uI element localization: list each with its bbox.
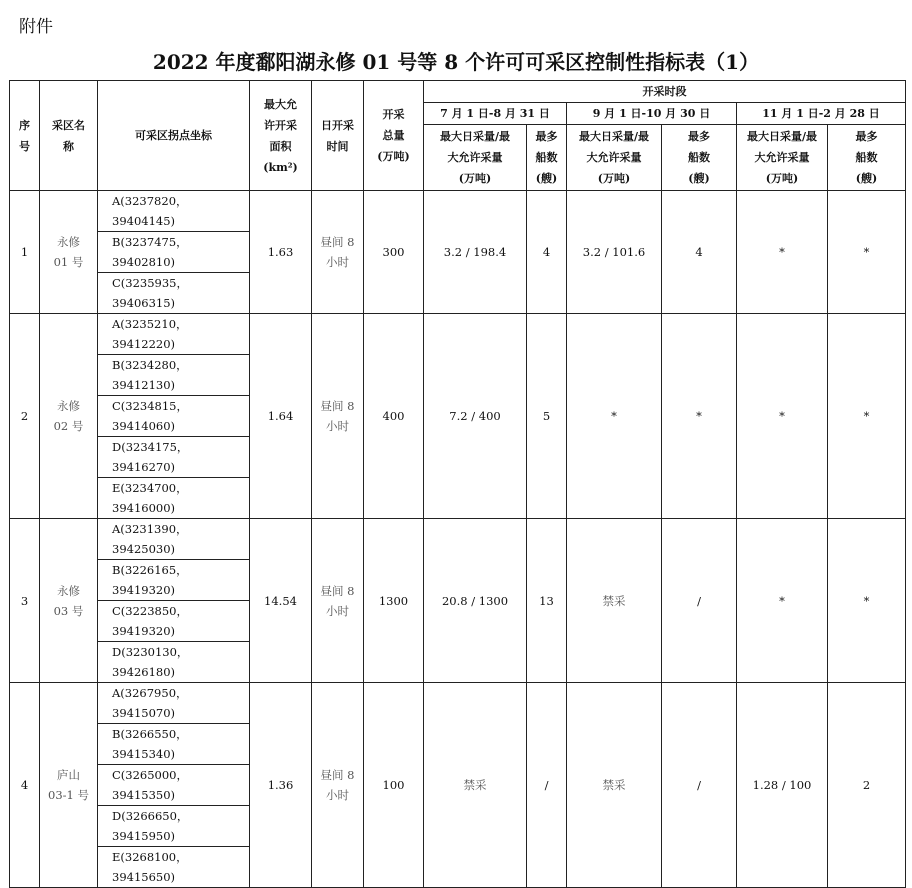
cell-total: 100 — [364, 683, 424, 888]
cell-p3-amount: * — [737, 191, 828, 314]
header-p3-max-ships: 最多 船数 (艘) — [828, 125, 906, 191]
header-p2-max-daily: 最大日采量/最 大允许采量 (万吨) — [567, 125, 662, 191]
cell-max-area: 14.54 — [250, 519, 312, 683]
cell-total: 1300 — [364, 519, 424, 683]
cell-coord: B(3234280，39412130) — [98, 355, 250, 396]
header-period-group: 开采时段 — [424, 81, 906, 103]
cell-coord: B(3266550，39415340) — [98, 724, 250, 765]
header-period-2: 9 月 1 日-10 月 30 日 — [567, 103, 737, 125]
cell-p3-ships: 2 — [828, 683, 906, 888]
cell-coord: B(3226165，39419320) — [98, 560, 250, 601]
header-p2-max-ships: 最多 船数 (艘) — [662, 125, 737, 191]
cell-p1-amount: 3.2 / 198.4 — [424, 191, 527, 314]
header-period-3: 11 月 1 日-2 月 28 日 — [737, 103, 906, 125]
cell-p3-ships: * — [828, 519, 906, 683]
header-p3-max-daily: 最大日采量/最 大允许采量 (万吨) — [737, 125, 828, 191]
cell-p1-amount: 7.2 / 400 — [424, 314, 527, 519]
cell-p1-ships: 13 — [527, 519, 567, 683]
cell-p2-amount: * — [567, 314, 662, 519]
cell-total: 300 — [364, 191, 424, 314]
cell-seq: 4 — [10, 683, 40, 888]
control-indicator-table — [9, 80, 906, 888]
cell-seq: 3 — [10, 519, 40, 683]
cell-total: 400 — [364, 314, 424, 519]
cell-coord: A(3235210，39412220) — [98, 314, 250, 355]
cell-coord: B(3237475，39402810) — [98, 232, 250, 273]
table-row — [10, 683, 906, 724]
cell-daily-time: 昼间 8 小时 — [312, 314, 364, 519]
cell-daily-time: 昼间 8 小时 — [312, 191, 364, 314]
cell-p2-amount: 禁采 — [567, 519, 662, 683]
cell-max-area: 1.36 — [250, 683, 312, 888]
header-seq: 序 号 — [10, 81, 40, 191]
cell-area-name: 永修 03 号 — [40, 519, 98, 683]
cell-p2-ships: / — [662, 683, 737, 888]
cell-daily-time: 昼间 8 小时 — [312, 683, 364, 888]
attachment-label: 附件 — [19, 17, 53, 37]
cell-seq: 1 — [10, 191, 40, 314]
cell-p3-ships: * — [828, 314, 906, 519]
cell-coord: D(3230130，39426180) — [98, 642, 250, 683]
cell-coord: A(3267950，39415070) — [98, 683, 250, 724]
header-period-1: 7 月 1 日-8 月 31 日 — [424, 103, 567, 125]
cell-coord: A(3231390，39425030) — [98, 519, 250, 560]
header-p1-max-daily: 最大日采量/最 大允许采量 (万吨) — [424, 125, 527, 191]
cell-coord: C(3234815，39414060) — [98, 396, 250, 437]
cell-max-area: 1.64 — [250, 314, 312, 519]
cell-p1-amount: 20.8 / 1300 — [424, 519, 527, 683]
header-area-name: 采区名 称 — [40, 81, 98, 191]
document-title: 2022 年度鄱阳湖永修 01 号等 8 个许可可采区控制性指标表（1） — [152, 50, 760, 74]
cell-p3-amount: * — [737, 519, 828, 683]
cell-coord: C(3265000，39415350) — [98, 765, 250, 806]
cell-p2-ships: * — [662, 314, 737, 519]
table-row — [10, 519, 906, 560]
cell-coord: A(3237820，39404145) — [98, 191, 250, 232]
cell-p3-ships: * — [828, 191, 906, 314]
cell-area-name: 永修 02 号 — [40, 314, 98, 519]
cell-p1-ships: / — [527, 683, 567, 888]
cell-seq: 2 — [10, 314, 40, 519]
cell-coord: E(3234700，39416000) — [98, 478, 250, 519]
cell-p1-ships: 4 — [527, 191, 567, 314]
cell-p2-ships: 4 — [662, 191, 737, 314]
cell-daily-time: 昼间 8 小时 — [312, 519, 364, 683]
cell-coord: E(3268100，39415650) — [98, 847, 250, 888]
cell-p1-amount: 禁采 — [424, 683, 527, 888]
cell-p3-amount: 1.28 / 100 — [737, 683, 828, 888]
cell-coord: C(3223850，39419320) — [98, 601, 250, 642]
cell-max-area: 1.63 — [250, 191, 312, 314]
cell-area-name: 庐山 03-1 号 — [40, 683, 98, 888]
table-row — [10, 314, 906, 355]
cell-area-name: 永修 01 号 — [40, 191, 98, 314]
header-daily-time: 日开采 时间 — [312, 81, 364, 191]
cell-p1-ships: 5 — [527, 314, 567, 519]
cell-p2-amount: 禁采 — [567, 683, 662, 888]
cell-p3-amount: * — [737, 314, 828, 519]
header-max-area: 最大允 许开采 面积 (km²) — [250, 81, 312, 191]
header-total: 开采 总量 (万吨) — [364, 81, 424, 191]
header-coords: 可采区拐点坐标 — [98, 81, 250, 191]
table-row — [10, 191, 906, 232]
header-p1-max-ships: 最多 船数 (艘) — [527, 125, 567, 191]
cell-coord: C(3235935，39406315) — [98, 273, 250, 314]
cell-coord: D(3266650，39415950) — [98, 806, 250, 847]
cell-coord: D(3234175，39416270) — [98, 437, 250, 478]
cell-p2-ships: / — [662, 519, 737, 683]
cell-p2-amount: 3.2 / 101.6 — [567, 191, 662, 314]
